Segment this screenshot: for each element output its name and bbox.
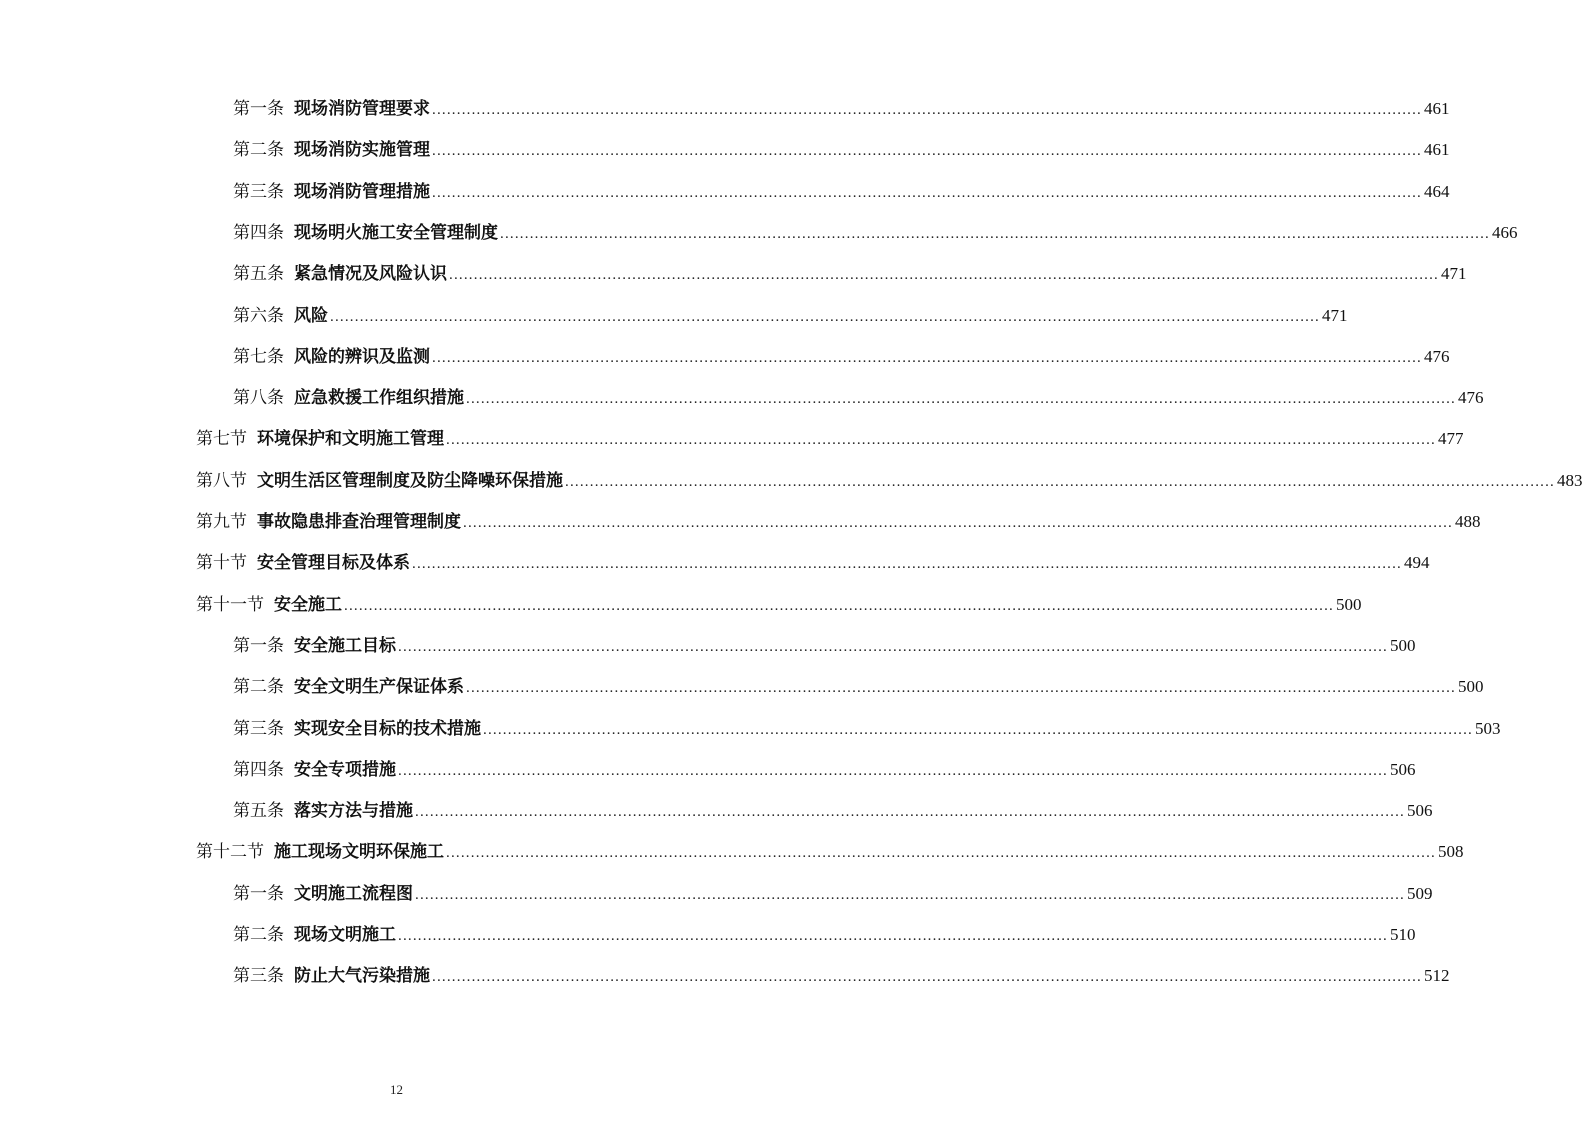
toc-entry-page: 508 xyxy=(1438,842,1464,862)
toc-entry-page: 476 xyxy=(1424,346,1450,366)
toc-entry-title: 安全专项措施 xyxy=(294,759,396,780)
toc-entry-title: 安全管理目标及体系 xyxy=(257,553,410,574)
toc-dot-leader: ........................................................................................................................................................................................................ xyxy=(398,928,1388,944)
toc-entry-page: 488 xyxy=(1455,512,1481,531)
toc-entry-page: 483 xyxy=(1557,470,1583,490)
toc-entry-number: 第二条 xyxy=(233,925,284,945)
toc-dot-leader: ........................................................................................................................................................................................................ xyxy=(398,762,1388,779)
toc-entry[interactable] xyxy=(196,424,1464,454)
toc-dot-leader: ........................................................................................................................................................................................................ xyxy=(415,804,1405,821)
toc-dot-leader: ........................................................................................................................................................................................................ xyxy=(398,638,1388,655)
toc-dot-leader: ........................................................................................................................................................................................................ xyxy=(432,143,1422,160)
toc-entry[interactable] xyxy=(233,383,1484,413)
toc-dot-leader: ........................................................................................................................................................................................................ xyxy=(483,721,1473,738)
toc-entry-number: 第十节 xyxy=(196,553,247,574)
toc-entry-title: 风险 xyxy=(294,305,328,326)
toc-entry-number: 第九节 xyxy=(196,512,247,532)
toc-entry-number: 第一条 xyxy=(233,883,284,904)
toc-entry[interactable] xyxy=(196,590,1362,620)
toc-dot-leader: ........................................................................................................................................................................................................ xyxy=(344,597,1334,614)
toc-entry-title: 落实方法与措施 xyxy=(294,801,413,822)
toc-entry[interactable] xyxy=(233,631,1416,661)
toc-entry-page: 471 xyxy=(1322,305,1348,325)
toc-entry-title: 施工现场文明环保施工 xyxy=(274,842,444,863)
toc-entry-title: 安全施工目标 xyxy=(294,635,396,656)
toc-entry-page: 509 xyxy=(1407,883,1433,903)
toc-entry[interactable] xyxy=(233,135,1450,165)
toc-entry[interactable] xyxy=(196,837,1464,867)
toc-dot-leader: ........................................................................................................................................................................................................ xyxy=(446,845,1436,862)
toc-entry-title: 现场文明施工 xyxy=(294,925,396,945)
toc-entry-page: 471 xyxy=(1441,264,1467,284)
toc-entry-title: 现场明火施工安全管理制度 xyxy=(294,222,498,243)
toc-dot-leader: ........................................................................................................................................................................................................ xyxy=(432,184,1422,201)
toc-entry[interactable] xyxy=(233,259,1467,289)
toc-entry-page: 500 xyxy=(1390,635,1416,655)
toc-entry[interactable] xyxy=(233,714,1501,744)
toc-entry-number: 第四条 xyxy=(233,759,284,780)
toc-entry-title: 事故隐患排查治理管理制度 xyxy=(257,512,461,532)
toc-dot-leader: ........................................................................................................................................................................................................ xyxy=(466,391,1456,408)
toc-entry-title: 安全施工 xyxy=(274,594,342,615)
toc-entry[interactable] xyxy=(233,961,1450,991)
toc-entry-number: 第三条 xyxy=(233,966,284,987)
toc-entry[interactable] xyxy=(233,879,1433,909)
toc-entry[interactable] xyxy=(233,672,1484,702)
toc-entry-title: 现场消防实施管理 xyxy=(294,140,430,161)
toc-dot-leader: ........................................................................................................................................................................................................ xyxy=(432,102,1422,118)
toc-dot-leader: ........................................................................................................................................................................................................ xyxy=(330,308,1320,325)
toc-entry-number: 第七节 xyxy=(196,429,247,450)
toc-entry[interactable] xyxy=(233,218,1518,248)
toc-entry-page: 510 xyxy=(1390,925,1416,944)
toc-entry-title: 文明施工流程图 xyxy=(294,883,413,904)
toc-entry-number: 第五条 xyxy=(233,264,284,285)
toc-entry[interactable] xyxy=(196,466,1583,496)
toc-entry-page: 477 xyxy=(1438,429,1464,449)
toc-entry-title: 文明生活区管理制度及防尘降噪环保措施 xyxy=(257,470,563,491)
toc-dot-leader: ........................................................................................................................................................................................................ xyxy=(500,225,1490,242)
toc-entry-title: 现场消防管理要求 xyxy=(294,99,430,119)
toc-dot-leader: ........................................................................................................................................................................................................ xyxy=(565,473,1555,490)
toc-entry[interactable] xyxy=(233,177,1450,207)
toc-entry[interactable] xyxy=(233,755,1416,785)
toc-entry-number: 第十一节 xyxy=(196,594,264,615)
toc-entry-number: 第八节 xyxy=(196,470,247,491)
toc-entry-title: 风险的辨识及监测 xyxy=(294,346,430,367)
toc-entry-number: 第三条 xyxy=(233,718,284,739)
toc-entry-title: 实现安全目标的技术措施 xyxy=(294,718,481,739)
toc-entry-page: 506 xyxy=(1390,759,1416,779)
toc-dot-leader: ........................................................................................................................................................................................................ xyxy=(446,432,1436,449)
toc-entry-page: 461 xyxy=(1424,140,1450,160)
toc-entry[interactable] xyxy=(233,342,1450,372)
toc-entry-title: 环境保护和文明施工管理 xyxy=(257,429,444,450)
toc-entry-number: 第二条 xyxy=(233,677,284,698)
toc-entry-page: 500 xyxy=(1458,677,1484,697)
toc-dot-leader: ........................................................................................................................................................................................................ xyxy=(466,680,1456,697)
toc-entry[interactable] xyxy=(233,796,1433,826)
toc-entry-number: 第二条 xyxy=(233,140,284,161)
toc-entry-page: 476 xyxy=(1458,388,1484,408)
toc-entry[interactable] xyxy=(233,94,1450,124)
toc-entry[interactable] xyxy=(233,920,1416,950)
toc-entry-title: 安全文明生产保证体系 xyxy=(294,677,464,698)
toc-dot-leader: ........................................................................................................................................................................................................ xyxy=(432,349,1422,366)
toc-dot-leader: ........................................................................................................................................................................................................ xyxy=(412,556,1402,573)
toc-entry-number: 第八条 xyxy=(233,388,284,409)
toc-dot-leader: ........................................................................................................................................................................................................ xyxy=(415,886,1405,903)
page-number: 12 xyxy=(390,1082,403,1097)
toc-entry-page: 461 xyxy=(1424,99,1450,118)
toc-entry[interactable] xyxy=(196,548,1430,578)
toc-entry-number: 第一条 xyxy=(233,99,284,119)
toc-entry-title: 现场消防管理措施 xyxy=(294,181,430,202)
toc-entry-number: 第十二节 xyxy=(196,842,264,863)
toc-entry-page: 466 xyxy=(1492,222,1518,242)
toc-entry-title: 紧急情况及风险认识 xyxy=(294,264,447,285)
toc-dot-leader: ........................................................................................................................................................................................................ xyxy=(463,515,1453,531)
toc-entry-page: 500 xyxy=(1336,594,1362,614)
toc-entry-number: 第一条 xyxy=(233,635,284,656)
toc-entry-page: 503 xyxy=(1475,718,1501,738)
toc-dot-leader: ........................................................................................................................................................................................................ xyxy=(449,267,1439,284)
toc-entry[interactable] xyxy=(233,301,1348,331)
toc-entry-page: 512 xyxy=(1424,966,1450,986)
toc-entry-title: 防止大气污染措施 xyxy=(294,966,430,987)
toc-entry-number: 第六条 xyxy=(233,305,284,326)
toc-entry-page: 494 xyxy=(1404,553,1430,573)
toc-entry[interactable] xyxy=(196,507,1481,537)
toc-entry-page: 464 xyxy=(1424,181,1450,201)
toc-entry-number: 第七条 xyxy=(233,346,284,367)
toc-entry-number: 第四条 xyxy=(233,222,284,243)
toc-entry-title: 应急救援工作组织措施 xyxy=(294,388,464,409)
toc-dot-leader: ........................................................................................................................................................................................................ xyxy=(432,969,1422,986)
toc-entry-page: 506 xyxy=(1407,801,1433,821)
toc-entry-number: 第三条 xyxy=(233,181,284,202)
toc-entry-number: 第五条 xyxy=(233,801,284,822)
